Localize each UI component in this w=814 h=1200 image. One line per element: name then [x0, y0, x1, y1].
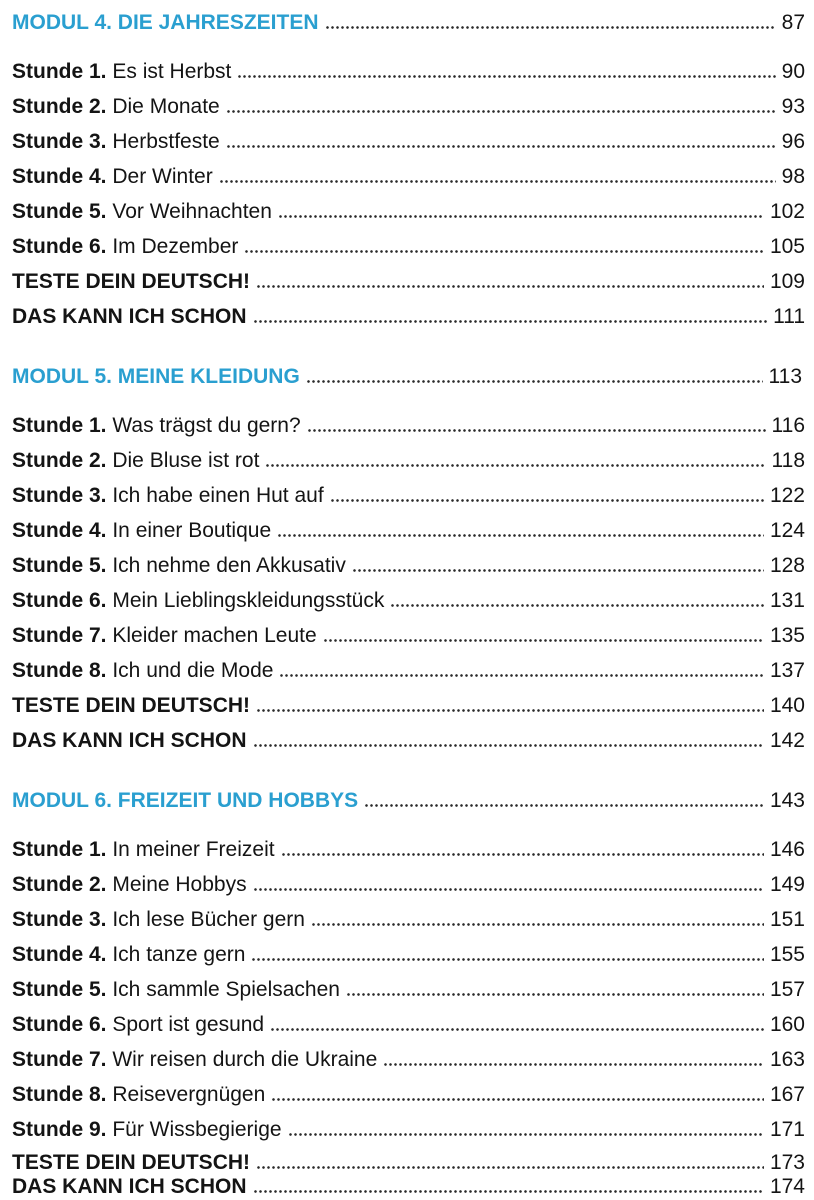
- toc-entry[interactable]: [12, 580, 805, 614]
- toc-entry[interactable]: [12, 86, 805, 120]
- entry-title: Im Dezember: [106, 235, 239, 258]
- entry-title: In meiner Freizeit: [106, 838, 275, 861]
- dot-leader: [226, 107, 776, 115]
- page-number: 116: [771, 414, 805, 437]
- entry-number: TESTE DEIN DEUTSCH!: [12, 1151, 251, 1174]
- page-number: 90: [781, 60, 805, 83]
- dot-leader: [251, 955, 764, 963]
- entry-title: Was trägst du gern?: [106, 414, 301, 437]
- page-number: 87: [781, 11, 805, 34]
- page-number: 135: [769, 624, 805, 647]
- entry-title: Wir reisen durch die Ukraine: [106, 1048, 378, 1071]
- page-number: 143: [769, 789, 805, 812]
- page-number: 151: [769, 908, 805, 931]
- dot-leader: [279, 671, 763, 679]
- page-number: 122: [769, 484, 805, 507]
- page-number: 113: [768, 365, 802, 388]
- dot-leader: [281, 850, 764, 858]
- entry-number: Stunde 5.: [12, 978, 107, 1001]
- dot-leader: [256, 706, 764, 714]
- toc-entry[interactable]: [12, 440, 805, 474]
- page-number: 171: [769, 1118, 805, 1141]
- page-number: 146: [769, 838, 805, 861]
- toc-module-heading[interactable]: [12, 2, 805, 36]
- toc-entry[interactable]: [12, 685, 805, 719]
- entry-title: Mein Lieblingskleidungsstück: [106, 589, 385, 612]
- entry-number: TESTE DEIN DEUTSCH!: [12, 270, 251, 293]
- dot-leader: [307, 426, 766, 434]
- toc-entry[interactable]: [12, 156, 805, 190]
- page-number: 98: [781, 165, 805, 188]
- entry-number: DAS KANN ICH SCHON: [12, 1175, 247, 1198]
- dot-leader: [364, 801, 764, 809]
- toc-entry[interactable]: [12, 899, 805, 933]
- page-number: 124: [769, 519, 805, 542]
- dot-leader: [330, 496, 764, 504]
- toc-module-heading[interactable]: [12, 780, 805, 814]
- dot-leader: [383, 1060, 764, 1068]
- entry-number: Stunde 8.: [12, 1083, 107, 1106]
- entry-title: Ich nehme den Akkusativ: [106, 554, 346, 577]
- toc-entry[interactable]: [12, 510, 805, 544]
- dot-leader: [237, 72, 775, 80]
- page-number: 109: [769, 270, 805, 293]
- entry-number: Stunde 5.: [12, 554, 107, 577]
- entry-title: Herbstfeste: [106, 130, 220, 153]
- page-number: 167: [769, 1083, 805, 1106]
- page-number: 174: [769, 1175, 805, 1198]
- toc-entry[interactable]: [12, 1166, 805, 1200]
- toc-entry[interactable]: [12, 191, 805, 225]
- entry-number: Stunde 6.: [12, 1013, 107, 1036]
- entry-number: Stunde 3.: [12, 484, 107, 507]
- page-number: 157: [769, 978, 805, 1001]
- entry-title: Die Bluse ist rot: [106, 449, 260, 472]
- entry-number: Stunde 6.: [12, 589, 107, 612]
- toc-entry[interactable]: [12, 475, 805, 509]
- module-title: MODUL 5. MEINE KLEIDUNG: [12, 365, 300, 388]
- page-number: 163: [769, 1048, 805, 1071]
- page-number: 137: [769, 659, 805, 682]
- dot-leader: [277, 531, 764, 539]
- entry-title: Reisevergnügen: [106, 1083, 266, 1106]
- toc-entry[interactable]: [12, 1004, 805, 1038]
- entry-title: Ich habe einen Hut auf: [106, 484, 324, 507]
- dot-leader: [323, 636, 764, 644]
- page-number: 155: [769, 943, 805, 966]
- dot-leader: [253, 885, 764, 893]
- entry-title: Vor Weihnachten: [106, 200, 272, 223]
- toc-entry[interactable]: [12, 864, 805, 898]
- page-number: 102: [769, 200, 805, 223]
- entry-title: Ich sammle Spielsachen: [106, 978, 340, 1001]
- dot-leader: [352, 566, 764, 574]
- entry-number: Stunde 7.: [12, 1048, 107, 1071]
- toc-entry[interactable]: [12, 261, 805, 295]
- dot-leader: [325, 23, 776, 31]
- entry-number: Stunde 1.: [12, 414, 107, 437]
- entry-number: Stunde 2.: [12, 449, 107, 472]
- toc-entry[interactable]: [12, 226, 805, 260]
- toc-entry[interactable]: [12, 405, 805, 439]
- entry-number: Stunde 8.: [12, 659, 107, 682]
- dot-leader: [253, 317, 768, 325]
- page-number: 93: [781, 95, 805, 118]
- toc-entry[interactable]: [12, 829, 805, 863]
- entry-number: Stunde 4.: [12, 165, 107, 188]
- entry-number: TESTE DEIN DEUTSCH!: [12, 694, 251, 717]
- entry-title: In einer Boutique: [106, 519, 272, 542]
- page-number: 140: [769, 694, 805, 717]
- toc-entry[interactable]: [12, 969, 805, 1003]
- dot-leader: [288, 1130, 764, 1138]
- toc-entry[interactable]: [12, 296, 805, 330]
- entry-number: Stunde 9.: [12, 1118, 107, 1141]
- entry-number: Stunde 4.: [12, 519, 107, 542]
- page-number: 160: [769, 1013, 805, 1036]
- page-number: 105: [769, 235, 805, 258]
- entry-title: Die Monate: [106, 95, 220, 118]
- toc-entry[interactable]: [12, 545, 805, 579]
- page-number: 118: [771, 449, 805, 472]
- entry-number: Stunde 5.: [12, 200, 107, 223]
- module-title: MODUL 4. DIE JAHRESZEITEN: [12, 11, 319, 34]
- dot-leader: [226, 142, 776, 150]
- dot-leader: [346, 990, 764, 998]
- entry-title: Es ist Herbst: [106, 60, 232, 83]
- entry-title: Sport ist gesund: [106, 1013, 265, 1036]
- page-number: 96: [781, 130, 805, 153]
- entry-title: Für Wissbegierige: [106, 1118, 282, 1141]
- module-title: MODUL 6. FREIZEIT UND HOBBYS: [12, 789, 359, 812]
- toc-entry[interactable]: [12, 1109, 805, 1143]
- dot-leader: [271, 1095, 764, 1103]
- dot-leader: [256, 282, 764, 290]
- toc-entry[interactable]: [12, 51, 805, 85]
- entry-number: Stunde 3.: [12, 908, 107, 931]
- page-number: 173: [769, 1151, 805, 1174]
- entry-number: Stunde 4.: [12, 943, 107, 966]
- entry-number: Stunde 3.: [12, 130, 107, 153]
- page-number: 149: [769, 873, 805, 896]
- dot-leader: [253, 741, 764, 749]
- dot-leader: [311, 920, 764, 928]
- entry-number: DAS KANN ICH SCHON: [12, 729, 247, 752]
- toc-entry[interactable]: [12, 934, 805, 968]
- entry-number: Stunde 2.: [12, 873, 107, 896]
- page-number: 131: [769, 589, 805, 612]
- entry-number: Stunde 6.: [12, 235, 107, 258]
- dot-leader: [244, 247, 764, 255]
- toc-entry[interactable]: [12, 650, 805, 684]
- toc-entry[interactable]: [12, 121, 805, 155]
- entry-number: Stunde 2.: [12, 95, 107, 118]
- dot-leader: [278, 212, 764, 220]
- toc-entry[interactable]: [12, 720, 805, 754]
- page-number: 142: [769, 729, 805, 752]
- page-number: 128: [769, 554, 805, 577]
- entry-number: Stunde 1.: [12, 838, 107, 861]
- entry-title: Meine Hobbys: [106, 873, 247, 896]
- entry-title: Der Winter: [106, 165, 213, 188]
- toc-entry[interactable]: [12, 1074, 805, 1108]
- dot-leader: [265, 461, 765, 469]
- toc-entry[interactable]: [12, 1039, 805, 1073]
- entry-number: Stunde 7.: [12, 624, 107, 647]
- page-number: 111: [773, 305, 805, 328]
- dot-leader: [219, 177, 776, 185]
- toc-entry[interactable]: [12, 615, 805, 649]
- entry-title: Ich und die Mode: [106, 659, 274, 682]
- entry-title: Kleider machen Leute: [106, 624, 317, 647]
- dot-leader: [253, 1187, 764, 1195]
- entry-number: Stunde 1.: [12, 60, 107, 83]
- entry-number: DAS KANN ICH SCHON: [12, 305, 247, 328]
- toc-module-heading[interactable]: [12, 356, 802, 390]
- dot-leader: [270, 1025, 764, 1033]
- entry-title: Ich lese Bücher gern: [106, 908, 305, 931]
- dot-leader: [306, 377, 763, 385]
- entry-title: Ich tanze gern: [106, 943, 246, 966]
- dot-leader: [390, 601, 764, 609]
